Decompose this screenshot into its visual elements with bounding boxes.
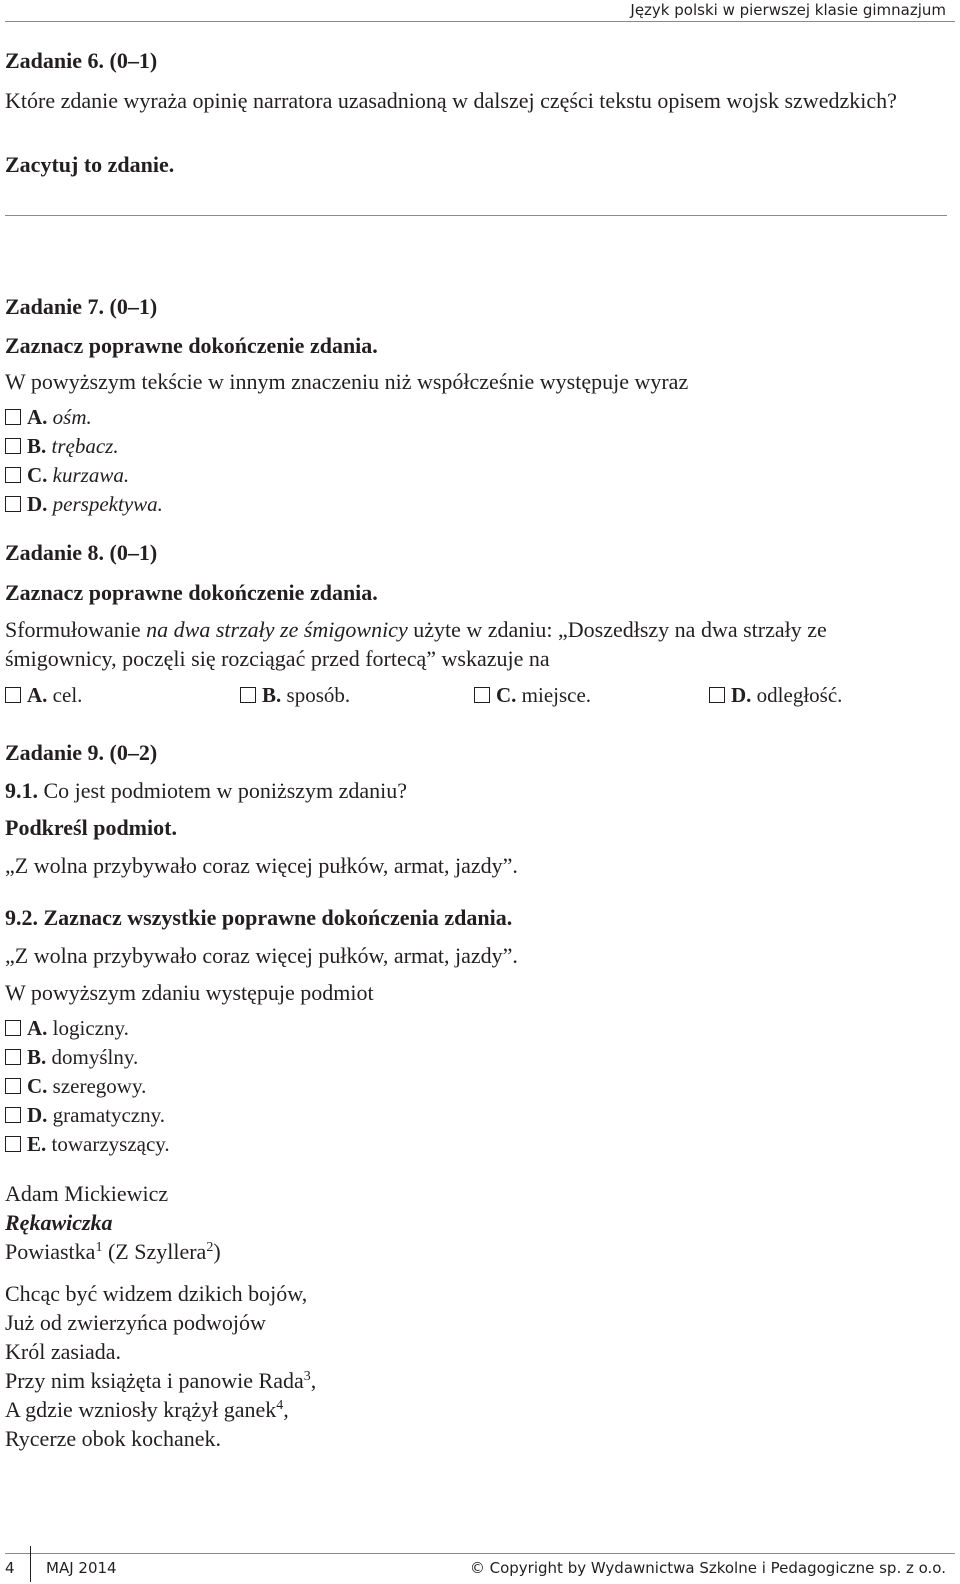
task7-option-a[interactable]: A. ośm. xyxy=(5,404,92,430)
task9-1-question: 9.1. Co jest podmiotem w poniższym zdaniu? xyxy=(5,778,408,803)
task8-prompt-line1: Sformułowanie na dwa strzały ze śmigownicy użyte w zdaniu: „Doszedłszy na dwa strzały ze xyxy=(5,617,827,642)
task9-option-b[interactable]: B. domyślny. xyxy=(5,1044,138,1070)
footer-copyright: © Copyright by Wydawnictwa Szkolne i Pedagogiczne sp. z o.o. xyxy=(469,1559,946,1577)
checkbox[interactable] xyxy=(240,687,256,703)
poem-line: Chcąc być widzem dzikich bojów, xyxy=(5,1281,308,1306)
task9-1-sentence[interactable]: „Z wolna przybywało coraz więcej pułków, armat, jazdy”. xyxy=(5,853,518,878)
task8-prompt-line2: śmigownicy, poczęli się rozciągać przed fortecą” wskazuje na xyxy=(5,646,550,671)
footer-rule xyxy=(5,1553,955,1554)
footer-divider xyxy=(30,1546,31,1582)
task7-option-d[interactable]: D. perspektywa. xyxy=(5,491,163,517)
footer-date: MAJ 2014 xyxy=(46,1559,117,1577)
task7-option-c[interactable]: C. kurzawa. xyxy=(5,462,129,488)
checkbox[interactable] xyxy=(5,1078,21,1094)
task7-title: Zadanie 7. (0–1) xyxy=(5,294,158,319)
poem-title: Rękawiczka xyxy=(5,1210,113,1235)
task9-2-prompt: W powyższym zdaniu występuje podmiot xyxy=(5,980,374,1005)
task7-instruction: Zaznacz poprawne dokończenie zdania. xyxy=(5,333,378,358)
task8-option-a[interactable]: A. cel. xyxy=(5,682,82,708)
footnote-ref: 4 xyxy=(276,1398,284,1413)
task9-1-instruction: Podkreśl podmiot. xyxy=(5,815,177,840)
poem-line: Przy nim książęta i panowie Rada$^3$, xyxy=(5,1368,317,1393)
task9-2-sentence: „Z wolna przybywało coraz więcej pułków, armat, jazdy”. xyxy=(5,943,518,968)
poem-line: Rycerze obok kochanek. xyxy=(5,1426,221,1451)
checkbox[interactable] xyxy=(5,1049,21,1065)
task8-option-d[interactable]: D. odległość. xyxy=(709,682,842,708)
header-rule xyxy=(5,21,955,22)
footnote-ref: 1 xyxy=(95,1240,103,1255)
task9-option-d[interactable]: D. gramatyczny. xyxy=(5,1102,165,1128)
task7-option-b[interactable]: B. trębacz. xyxy=(5,433,119,459)
checkbox[interactable] xyxy=(709,687,725,703)
running-header: Język polski w pierwszej klasie gimnazjum xyxy=(630,1,946,19)
task9-option-e[interactable]: E. towarzyszący. xyxy=(5,1131,170,1157)
checkbox[interactable] xyxy=(5,467,21,483)
checkbox[interactable] xyxy=(5,496,21,512)
task8-option-b[interactable]: B. sposób. xyxy=(240,682,350,708)
footnote-ref: 2 xyxy=(206,1240,214,1255)
answer-line[interactable] xyxy=(5,215,947,216)
task6-title: Zadanie 6. (0–1) xyxy=(5,48,158,73)
checkbox[interactable] xyxy=(5,1107,21,1123)
poem-line: Król zasiada. xyxy=(5,1339,122,1364)
checkbox[interactable] xyxy=(5,1020,21,1036)
task9-option-c[interactable]: C. szeregowy. xyxy=(5,1073,146,1099)
task6-instruction: Zacytuj to zdanie. xyxy=(5,152,175,177)
task9-option-a[interactable]: A. logiczny. xyxy=(5,1015,129,1041)
task8-instruction: Zaznacz poprawne dokończenie zdania. xyxy=(5,580,378,605)
checkbox[interactable] xyxy=(5,438,21,454)
page-number: 4 xyxy=(5,1559,15,1577)
task6-question: Które zdanie wyraża opinię narratora uzasadnioną w dalszej części tekstu opisem wojsk szwedzkich? xyxy=(5,88,897,113)
task8-option-c[interactable]: C. miejsce. xyxy=(474,682,591,708)
poem-subtitle: Powiastka$^1$ (Z Szyllera$^2$) xyxy=(5,1239,221,1264)
checkbox[interactable] xyxy=(5,687,21,703)
task9-title: Zadanie 9. (0–2) xyxy=(5,740,158,765)
task8-title: Zadanie 8. (0–1) xyxy=(5,540,158,565)
task9-2-instruction: 9.2. Zaznacz wszystkie poprawne dokończenia zdania. xyxy=(5,905,513,930)
poem-line: A gdzie wzniosły krążył ganek$^4$, xyxy=(5,1397,289,1422)
poem-author: Adam Mickiewicz xyxy=(5,1181,169,1206)
task7-prompt: W powyższym tekście w innym znaczeniu niż współcześnie występuje wyraz xyxy=(5,369,689,394)
checkbox[interactable] xyxy=(5,409,21,425)
checkbox[interactable] xyxy=(5,1136,21,1152)
footnote-ref: 3 xyxy=(303,1369,311,1384)
poem-line: Już od zwierzyńca podwojów xyxy=(5,1310,266,1335)
checkbox[interactable] xyxy=(474,687,490,703)
